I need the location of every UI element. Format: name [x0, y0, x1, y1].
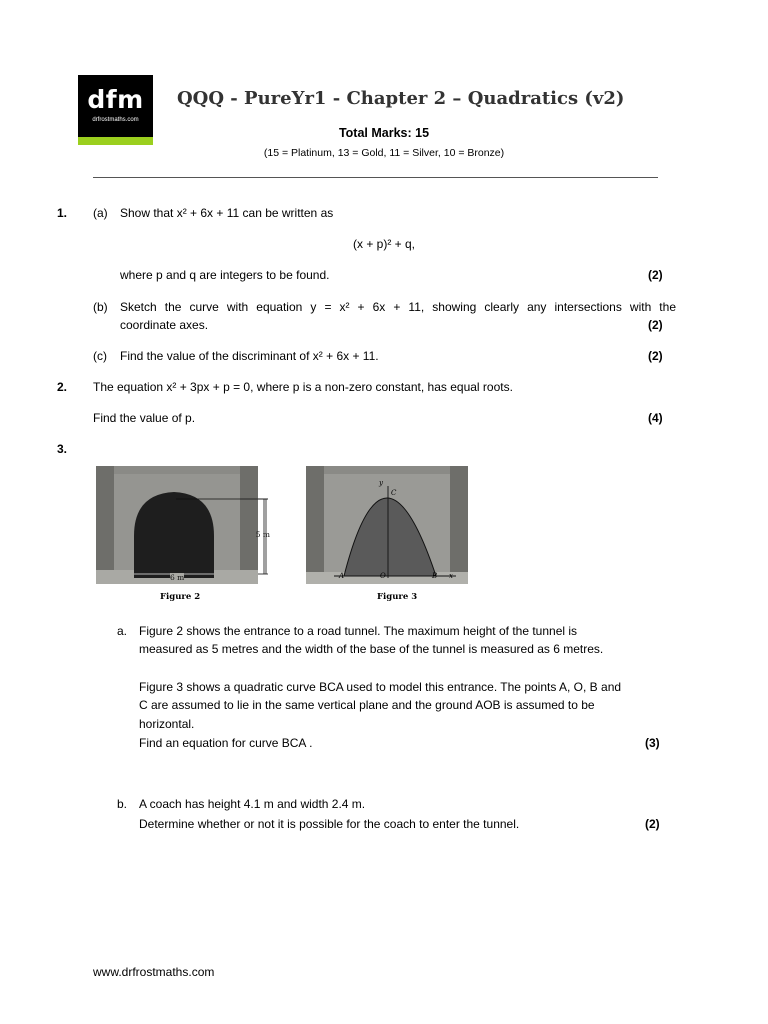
fig3-b-label: B [432, 572, 438, 580]
q3a-line3: Figure 3 shows a quadratic curve BCA used to model this entrance. The points A, O, B and [139, 680, 622, 694]
q3a-marks: (3) [645, 736, 660, 750]
header-divider [93, 177, 658, 178]
q1c-text: Find the value of the discriminant of x² + 6x + 11. [120, 349, 379, 363]
total-marks: Total Marks: 15 [338, 126, 430, 140]
q2-number: 2. [57, 380, 68, 394]
q2-line2: Find the value of p. [93, 411, 196, 425]
logo-url: drfrostmaths.com [92, 117, 139, 123]
footer-url[interactable]: www.drfrostmaths.com [93, 965, 215, 979]
q3b-label: b. [117, 797, 128, 811]
q3a-line6: Find an equation for curve BCA . [139, 736, 313, 750]
q1b-label: (b) [93, 300, 108, 314]
q3a-line1: Figure 2 shows the entrance to a road tunnel. The maximum height of the tunnel is [139, 624, 578, 638]
logo-text: dfm [87, 85, 144, 114]
fig3-y-label: y [379, 479, 383, 487]
figure-3-tunnel-model [306, 466, 468, 584]
q3b-marks: (2) [645, 817, 660, 831]
q2-marks: (4) [648, 411, 663, 425]
fig2-width-label: 6 m [170, 573, 185, 582]
q3a-line4: C are assumed to lie in the same vertical plane and the ground AOB is assumed to be [139, 698, 595, 712]
figure-3-caption: Figure 3 [377, 592, 418, 602]
q1a-text [120, 206, 333, 220]
fig2-height-label: 5 m [255, 530, 270, 539]
q1a-text-post: can be written as [239, 206, 334, 220]
q1a-label: (a) [93, 206, 108, 220]
q3-number: 3. [57, 442, 68, 456]
q1-number: 1. [57, 206, 68, 220]
q1a-form: (x + p)² + q, [352, 237, 416, 251]
q1a-expr: x² + 6x + 11 [176, 206, 240, 220]
fig3-x-label: x [449, 572, 453, 580]
q1a-where: where p and q are integers to be found. [120, 268, 330, 282]
q1a-marks: (2) [648, 268, 663, 282]
fig3-a-label: A [339, 572, 345, 580]
q3b-line1: A coach has height 4.1 m and width 2.4 m. [139, 797, 366, 811]
page-title: QQQ - PureYr1 - Chapter 2 – Quadratics (v2) [177, 88, 625, 109]
q1a-text-pre: Show that [120, 206, 177, 220]
q1b-line2: coordinate axes. [120, 318, 209, 332]
fig3-c-label: C [391, 489, 397, 497]
fig3-o-label: O [380, 572, 386, 580]
q2-line1: The equation x² + 3px + p = 0, where p is a non-zero constant, has equal roots. [93, 380, 513, 394]
figure-2-tunnel-photo [96, 466, 270, 584]
q1c-marks: (2) [648, 349, 663, 363]
q1b-marks: (2) [648, 318, 663, 332]
grade-boundaries: (15 = Platinum, 13 = Gold, 11 = Silver, 10 = Bronze) [263, 147, 505, 159]
q3a-label: a. [117, 624, 128, 638]
figure-2-caption: Figure 2 [160, 592, 201, 602]
q1b-line1: Sketch the curve with equation y = x² + 6x + 11, showing clearly any intersections with the [120, 300, 676, 314]
q3a-line2: measured as 5 metres and the width of the base of the tunnel is measured as 6 metres. [139, 642, 604, 656]
fig2-height-marker [255, 466, 272, 584]
q1c-label: (c) [93, 349, 107, 363]
q3b-line2: Determine whether or not it is possible for the coach to enter the tunnel. [139, 817, 520, 831]
q3a-line5: horizontal. [139, 717, 195, 731]
